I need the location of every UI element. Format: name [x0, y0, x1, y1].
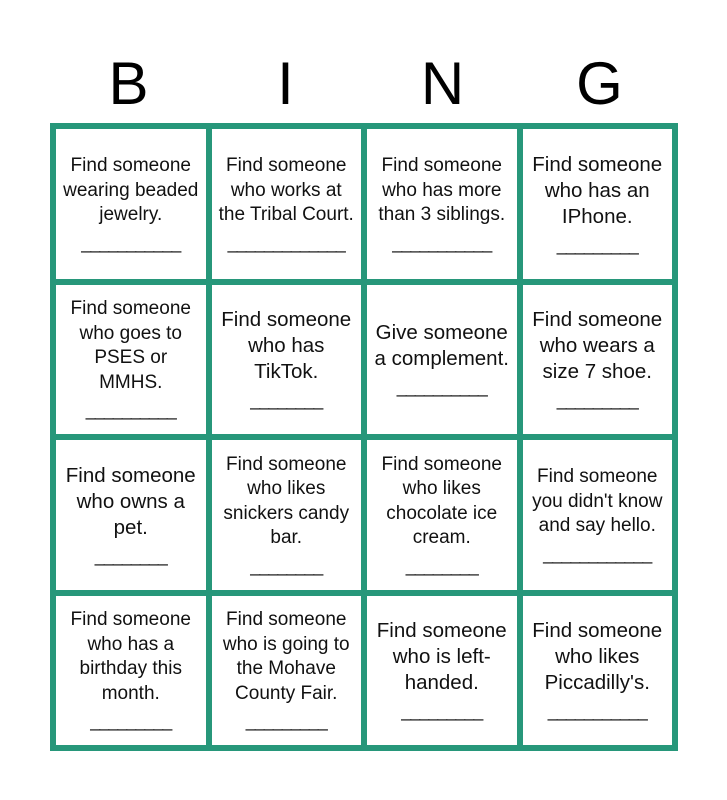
cell-prompt: Find someone who likes snickers candy bar.	[223, 453, 350, 549]
cell-answer-line: ________	[250, 555, 323, 576]
cell-prompt: Find someone who has a birthday this month.	[70, 609, 191, 704]
bingo-cell[interactable]	[56, 596, 206, 746]
bingo-board	[50, 123, 678, 751]
cell-answer-line: __________	[396, 377, 487, 398]
cell-answer-line: _____________	[227, 232, 345, 253]
cell-prompt: Find someone you didn't know and say hello.	[532, 466, 663, 536]
bingo-cell[interactable]	[56, 129, 206, 279]
bingo-cell[interactable]	[212, 596, 362, 746]
cell-answer-line: ____________	[543, 543, 652, 564]
cell-prompt: Find someone who is going to the Mohave County Fair.	[222, 609, 350, 704]
bingo-cell[interactable]	[212, 129, 362, 279]
cell-answer-line: ___________	[81, 232, 181, 253]
bingo-cell[interactable]	[367, 129, 517, 279]
bingo-cell[interactable]	[523, 285, 673, 435]
header-letter-b: B	[108, 50, 149, 117]
bingo-cell[interactable]	[523, 440, 673, 590]
cell-prompt: Find someone who has more than 3 siblings.	[378, 155, 506, 225]
bingo-cell[interactable]	[367, 440, 517, 590]
cell-prompt: Give someone a complement.	[374, 321, 509, 371]
cell-prompt: Find someone who likes Piccadilly's.	[532, 619, 663, 695]
cell-answer-line: _________	[556, 390, 638, 411]
bingo-cell[interactable]	[212, 285, 362, 435]
cell-prompt: Find someone who has an IPhone.	[532, 152, 663, 228]
cell-prompt: Find someone who owns a pet.	[65, 463, 196, 539]
cell-answer-line: _________	[90, 711, 172, 732]
cell-answer-line: __________	[85, 400, 176, 421]
cell-prompt: Find someone who goes to PSES or MMHS.	[70, 298, 191, 393]
cell-answer-line: ________	[250, 390, 323, 411]
bingo-cell[interactable]	[367, 285, 517, 435]
cell-prompt: Find someone who wears a size 7 shoe.	[532, 308, 663, 384]
cell-prompt: Find someone who has TikTok.	[221, 308, 352, 384]
cell-answer-line: ________	[94, 545, 167, 566]
cell-answer-line: _________	[401, 701, 483, 722]
bingo-cell[interactable]	[56, 285, 206, 435]
bingo-cell[interactable]	[523, 596, 673, 746]
header-letter-n: N	[420, 50, 465, 117]
cell-answer-line: ________	[405, 555, 478, 576]
cell-answer-line: _________	[245, 711, 327, 732]
header-letter-i: I	[277, 50, 294, 117]
cell-prompt: Find someone who likes chocolate ice cream.	[381, 453, 502, 549]
bingo-cell[interactable]	[56, 440, 206, 590]
cell-prompt: Find someone who is left-handed.	[376, 619, 507, 695]
bingo-header	[50, 52, 678, 116]
bingo-cell[interactable]	[367, 596, 517, 746]
bingo-cell[interactable]	[212, 440, 362, 590]
cell-prompt: Find someone wearing beaded jewelry.	[63, 155, 199, 225]
header-letter-g: G	[576, 50, 623, 117]
bingo-cell[interactable]	[523, 129, 673, 279]
cell-answer-line: ___________	[547, 701, 647, 722]
cell-answer-line: ___________	[392, 232, 492, 253]
cell-answer-line: _________	[556, 234, 638, 255]
cell-prompt: Find someone who works at the Tribal Court.	[218, 155, 354, 225]
